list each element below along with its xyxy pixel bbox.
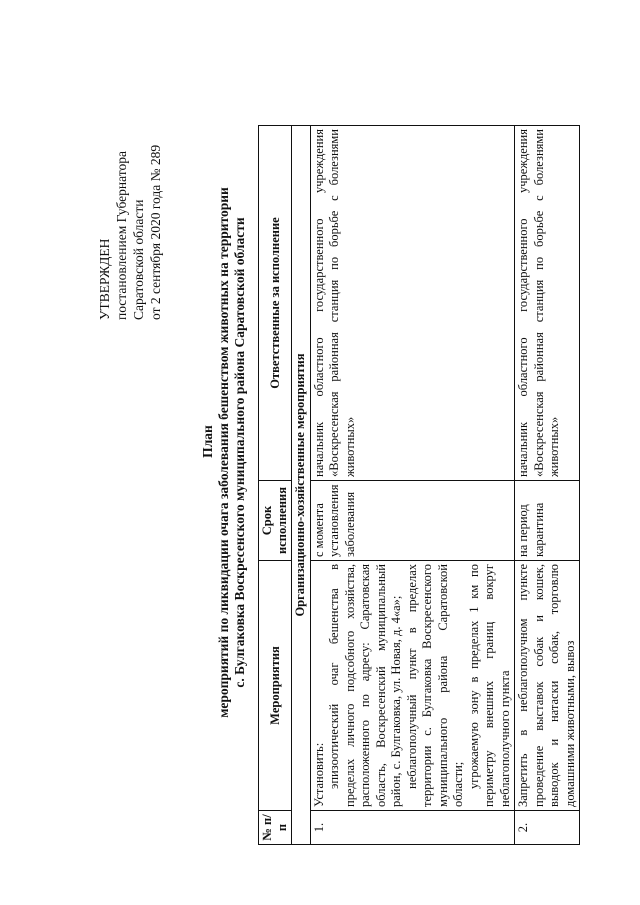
table-row [310, 126, 515, 845]
header-measures: Мероприятия [259, 561, 292, 811]
approval-date: от 2 сентября 2020 года № 289 [148, 144, 163, 320]
row-number: 2. [515, 811, 580, 845]
measure-paragraph: эпизоотический очаг бешенства в пределах личного подсобного хозяйства, расположенного по адресу: Саратовская область, Воскресенский муниципальный район, с. Булгаковка, ул. Новая, д. 4«а»; [327, 564, 403, 807]
plan-title-subtitle: мероприятий по ликвидации очага заболевания бешенством животных на территории [216, 187, 231, 718]
section-row [292, 126, 311, 845]
row-responsible: начальник областного государственного учреждения «Воскресенская районная станция по борьбе с болезнями животных» [310, 126, 515, 481]
row-measure: Запретить в неблагополучном пункте проведение выставок собак и кошек, выводок и натаски собак, торговлю домашними животными, вывоз [515, 561, 580, 811]
header-responsible: Ответственные за исполнение [259, 126, 292, 481]
measure-paragraph: угрожаемую зону в пределах 1 км по периметру внешних границ вокруг неблагополучного пункта [466, 564, 512, 807]
measure-paragraph: неблагополучный пункт в пределах территории с. Булгаковка Воскресенского муниципального района Саратовской области; [404, 564, 465, 807]
measure-intro: Установить: [311, 742, 326, 807]
table-header-row [259, 126, 292, 845]
header-number: № п/п [259, 811, 292, 845]
plan-title-word: План [200, 425, 215, 458]
row-term: с момента установления заболевания [310, 481, 515, 561]
row-term: на период карантина [515, 481, 580, 561]
plan-title [200, 0, 248, 905]
approval-block [96, 60, 164, 320]
approval-line: Саратовской области [131, 199, 146, 320]
table-row [515, 126, 580, 845]
section-title: Организационно-хозяйственные мероприятия [292, 126, 311, 845]
row-measure [310, 561, 515, 811]
measures-table [258, 125, 580, 845]
plan-title-location: с. Булгаковка Воскресенского муниципального района Саратовской области [232, 217, 247, 688]
approval-line: постановлением Губернатора [114, 151, 129, 320]
approval-heading: УТВЕРЖДЕН [97, 238, 112, 320]
header-term: Срок исполнения [259, 481, 292, 561]
row-responsible: начальник областного государственного учреждения «Воскресенская районная станция по борьбе с болезнями животных» [515, 126, 580, 481]
row-number: 1. [310, 811, 515, 845]
